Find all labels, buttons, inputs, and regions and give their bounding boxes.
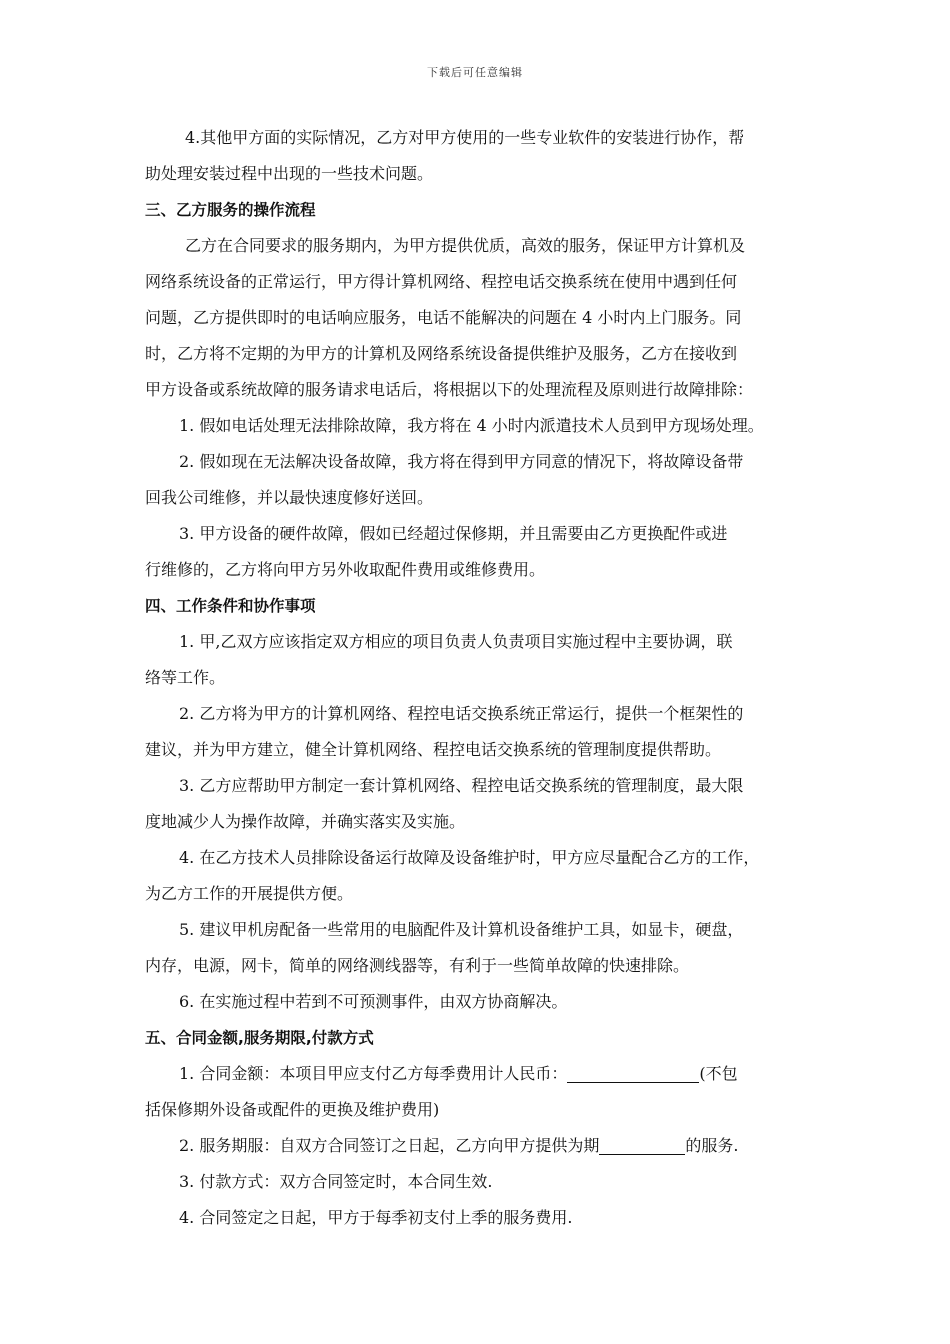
list-item-payment-method: 3. 付款方式：双方合同签定时，本合同生效. [179, 1172, 493, 1191]
paragraph-line: 时，乙方将不定期的为甲方的计算机及网络系统设备提供维护及服务，乙方在接收到 [145, 344, 738, 363]
contract-amount-text: 1. 合同金额：本项目甲应支付乙方每季费用计人民币： [179, 1064, 568, 1083]
service-period-text: 2. 服务期服：自双方合同签订之日起，乙方向甲方提供为期 [179, 1136, 600, 1155]
service-period-suffix: 的服务. [685, 1136, 739, 1155]
paragraph-line: 建议，并为甲方建立，健全计算机网络、程控电话交换系统的管理制度提供帮助。 [145, 740, 722, 759]
list-item: 5. 建议甲机房配备一些常用的电脑配件及计算机设备维护工具，如显卡，硬盘， [179, 920, 744, 939]
section-heading: 四、工作条件和协作事项 [145, 597, 316, 615]
list-item: 3. 乙方应帮助甲方制定一套计算机网络、程控电话交换系统的管理制度，最大限 [179, 776, 744, 795]
period-blank-line [599, 1134, 685, 1155]
amount-blank-line [567, 1062, 699, 1083]
section-heading: 五、合同金额,服务期限,付款方式 [145, 1029, 374, 1047]
document-body [145, 120, 810, 1236]
paragraph-line: 网络系统设备的正常运行，甲方得计算机网络、程控电话交换系统在使用中遇到任何 [145, 272, 738, 291]
list-item: 1. 甲,乙双方应该指定双方相应的项目负责人负责项目实施过程中主要协调，联 [179, 632, 733, 651]
list-item: 2. 假如现在无法解决设备故障，我方将在得到甲方同意的情况下，将故障设备带 [179, 452, 744, 471]
paragraph-line: 甲方设备或系统故障的服务请求电话后，将根据以下的处理流程及原则进行故障排除： [145, 380, 754, 399]
list-item: 4. 在乙方技术人员排除设备运行故障及设备维护时，甲方应尽量配合乙方的工作， [179, 848, 760, 867]
list-item-contract-amount [145, 1056, 810, 1092]
paragraph-line: 内存，电源，网卡，简单的网络测线器等，有利于一些简单故障的快速排除。 [145, 956, 690, 975]
paragraph-line: 行维修的，乙方将向甲方另外收取配件费用或维修费用。 [145, 560, 546, 579]
section-heading: 三、乙方服务的操作流程 [145, 201, 316, 219]
paragraph-line: 助处理安装过程中出现的一些技术问题。 [145, 164, 434, 183]
list-item-service-period [145, 1128, 810, 1164]
list-item: 2. 乙方将为甲方的计算机网络、程控电话交换系统正常运行，提供一个框架性的 [179, 704, 744, 723]
paragraph-line: 度地减少人为操作故障，并确实落实及实施。 [145, 812, 466, 831]
paragraph-line: 乙方在合同要求的服务期内，为甲方提供优质，高效的服务，保证甲方计算机及 [185, 236, 746, 255]
paragraph-line: 回我公司维修，并以最快速度修好送回。 [145, 488, 434, 507]
page-header-note: 下载后可任意编辑 [427, 66, 523, 79]
list-item: 1. 假如电话处理无法排除故障，我方将在 4 小时内派遣技术人员到甲方现场处理。 [179, 416, 764, 435]
paragraph-line: 括保修期外设备或配件的更换及维护费用) [145, 1100, 440, 1119]
paragraph-line: 络等工作。 [145, 668, 226, 687]
list-item: 6. 在实施过程中若到不可预测事件，由双方协商解决。 [179, 992, 568, 1011]
contract-amount-suffix: (不包 [699, 1064, 738, 1083]
list-item: 3. 甲方设备的硬件故障，假如已经超过保修期，并且需要由乙方更换配件或进 [179, 524, 728, 543]
paragraph-line: 问题，乙方提供即时的电话响应服务，电话不能解决的问题在 4 小时内上门服务。同 [145, 308, 742, 327]
paragraph-line: 为乙方工作的开展提供方便。 [145, 884, 354, 903]
paragraph-line: 4.其他甲方面的实际情况，乙方对甲方使用的一些专业软件的安装进行协作，帮 [185, 128, 745, 147]
list-item-payment-time: 4. 合同签定之日起，甲方于每季初支付上季的服务费用. [179, 1208, 573, 1227]
